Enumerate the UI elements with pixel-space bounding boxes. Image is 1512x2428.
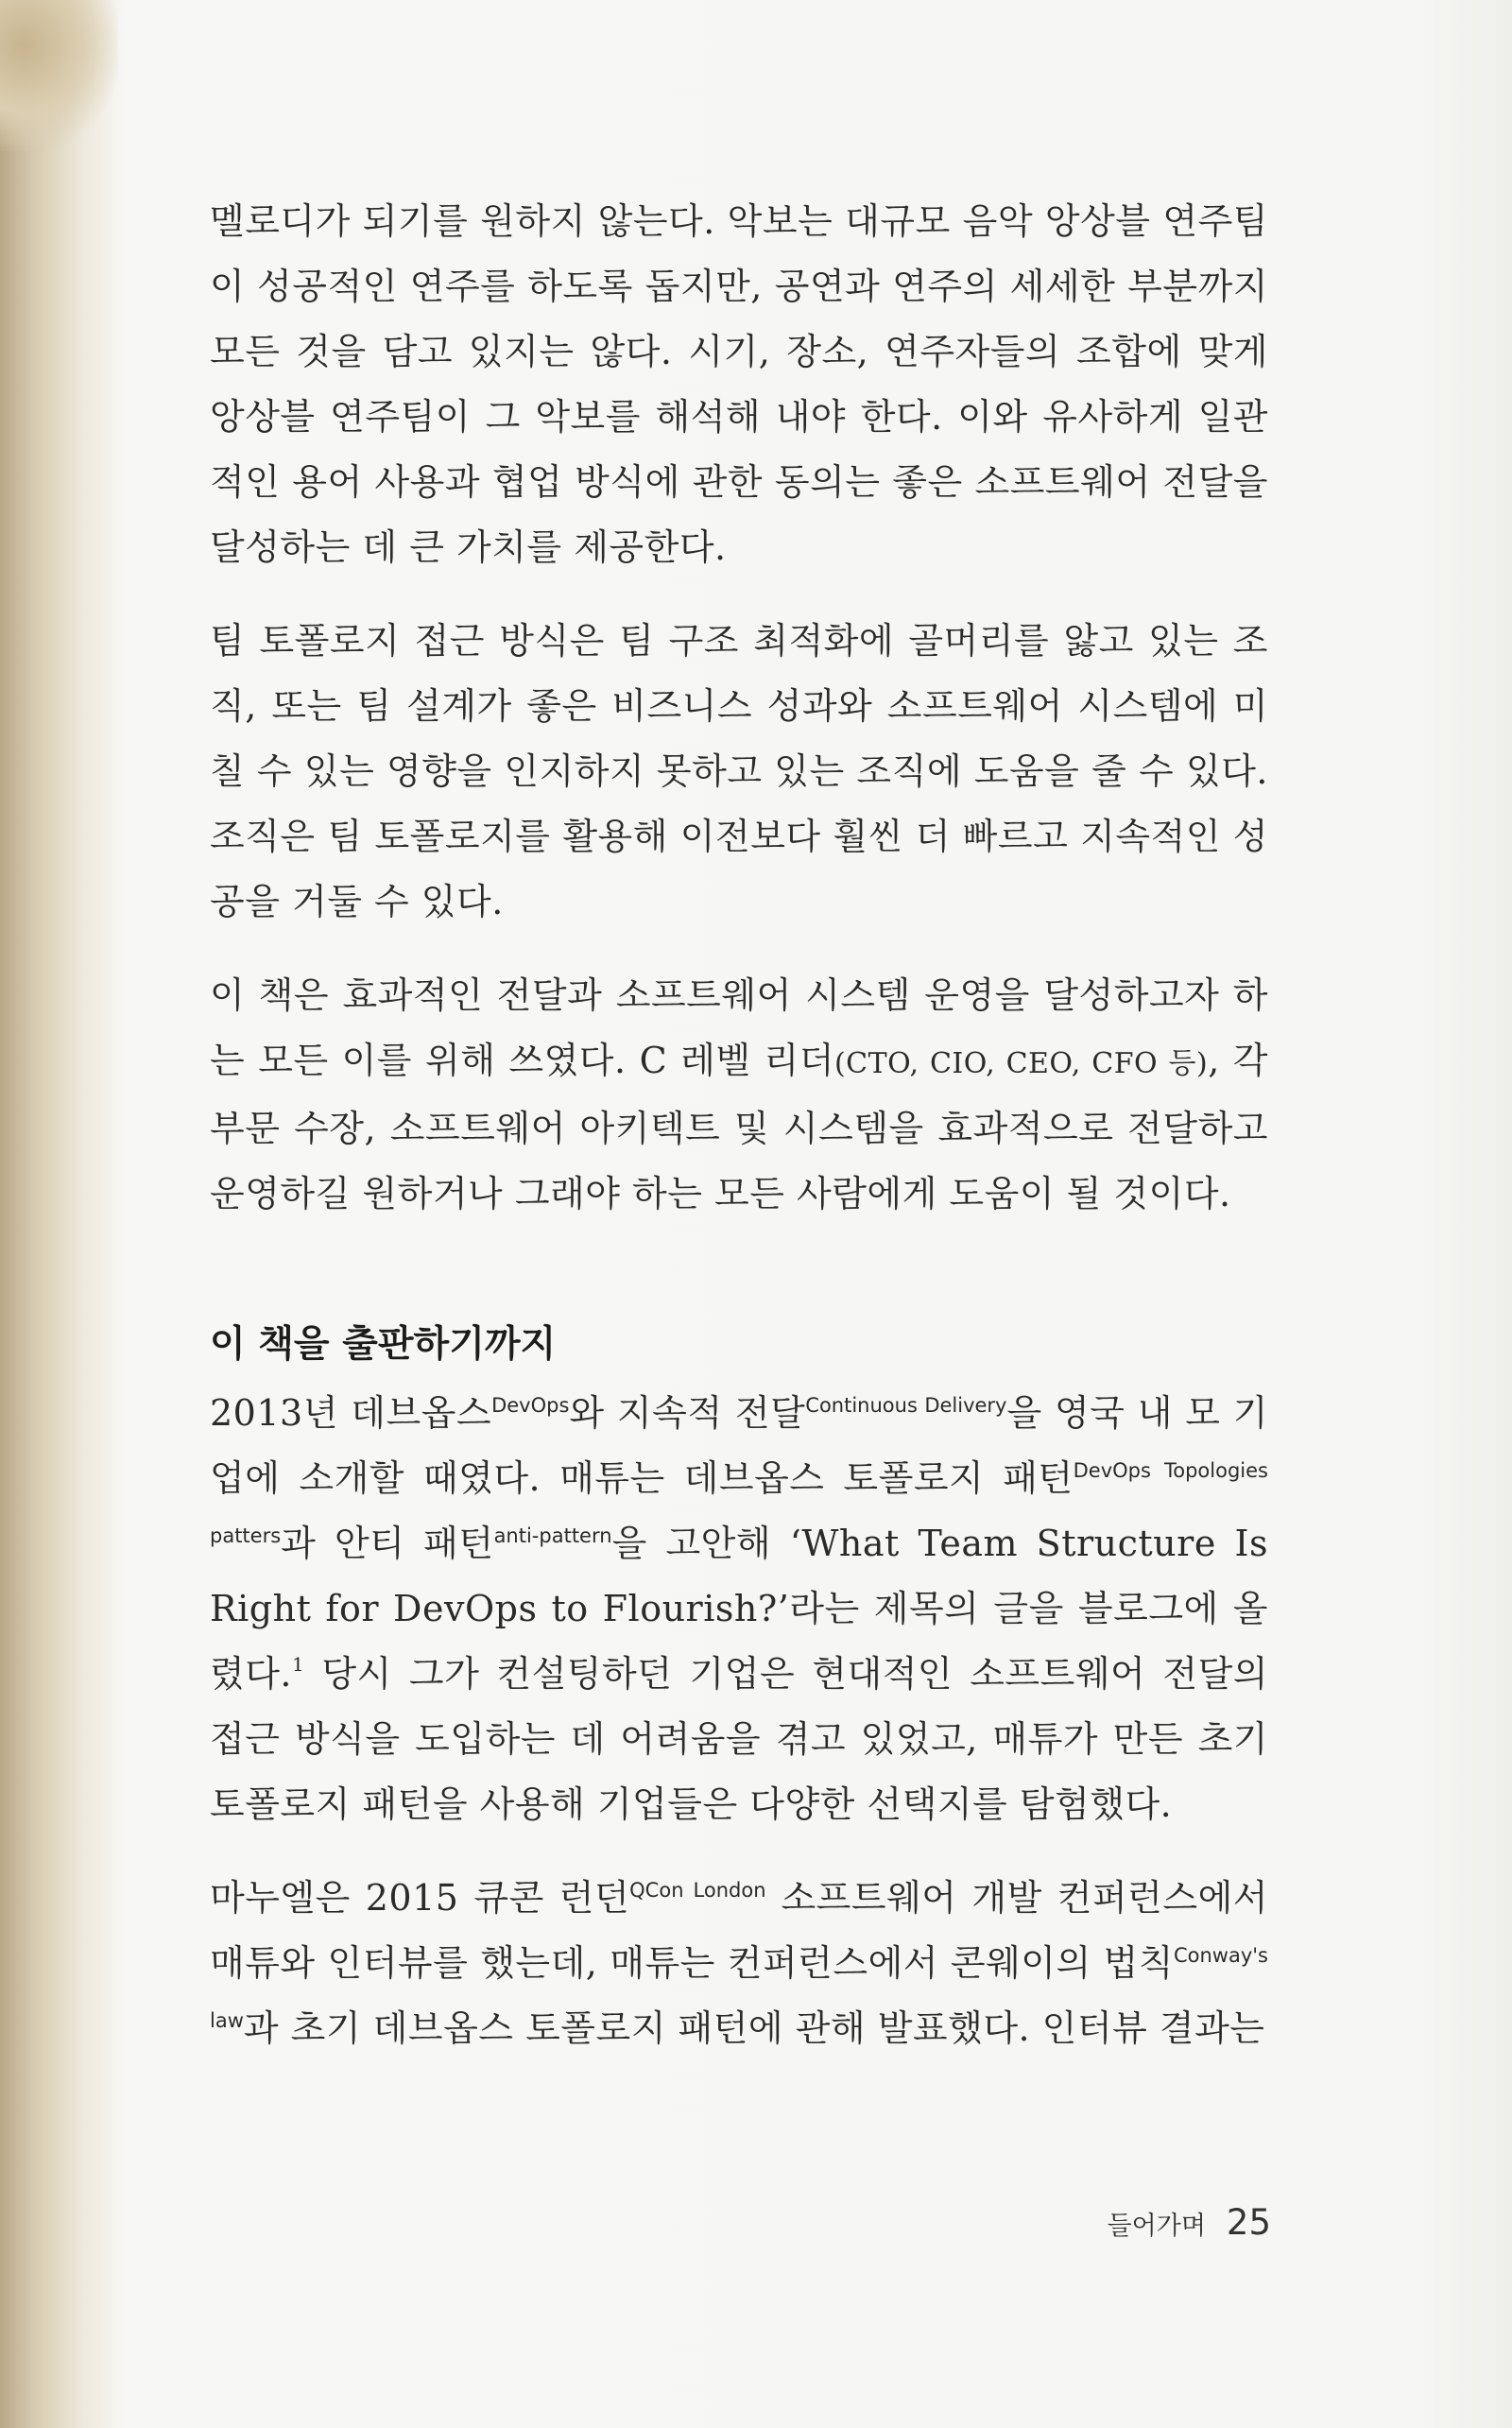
p4-gloss-anti-pattern: anti-pattern [493, 1524, 612, 1547]
page-number: 25 [1226, 2202, 1271, 2243]
p5-text-2: 소프트웨어 개발 컨퍼런스에서 매튜와 인터뷰를 했는데, 매튜는 컨퍼런스에서 콘웨이의 법칙 [210, 1877, 1268, 1984]
p4-text-6: 당시 그가 컨설팅하던 기업은 현대적인 소프트웨어 전달의 접근 방식을 도입하는 데 어려움을 겪고 있었고, 매튜가 만든 초기 토폴로지 패턴을 사용해 기업들은 다양한 선택지를 탐험했다. [210, 1653, 1268, 1825]
p4-gloss-devops-topologies: DevOps Topologies patters [210, 1459, 1268, 1547]
p4-gloss-continuous-delivery: Continuous Delivery [805, 1394, 1007, 1417]
page-footer [1108, 2202, 1271, 2243]
p5-gloss-conways-law: Conway's law [210, 1944, 1268, 2032]
paragraph-3-text-c: , 각 부문 수장, 소프트웨어 아키텍트 및 시스템을 효과적으로 전달하고 운영하길 원하거나 그래야 하는 모든 사람에게 도움이 될 것이다. [210, 1040, 1269, 1214]
book-spine-shadow [0, 0, 123, 2428]
p4-text-3: 을 영국 내 모 기업에 소개할 때였다. 매튜는 데브옵스 토폴로지 패턴 [210, 1392, 1268, 1499]
p4-text-4: 과 안티 패턴 [281, 1523, 494, 1564]
p5-text-1: 마누엘은 2015 큐콘 런던 [210, 1877, 630, 1919]
paragraph-5 [210, 1866, 1268, 2061]
paragraph-3-text-a: 이 책은 효과적인 전달과 소프트웨어 시스템 운영을 달성하고자 하는 모든 이를 위해 쓰였다. C 레벨 리더 [210, 974, 1268, 1081]
p4-text-1: 2013년 데브옵스 [210, 1392, 492, 1434]
p5-text-3: 과 초기 데브옵스 토폴로지 패턴에 관해 발표했다. 인터뷰 결과는 [243, 2007, 1265, 2049]
footer-section-title: 들어가며 [1107, 2212, 1206, 2241]
paragraph-2: 팀 토폴로지 접근 방식은 팀 구조 최적화에 골머리를 앓고 있는 조직, 또는 팀 설계가 좋은 비즈니스 성과와 소프트웨어 시스템에 미칠 수 있는 영향을 인지하지 못하고 있는 조직에 도움을 줄 수 있다. 조직은 팀 토폴로지를 활용해 이전보다 훨씬 더 빠르고 지속적인 성공을 거둘 수 있다. [210, 620, 1268, 922]
paragraph-4 [210, 1381, 1268, 1837]
p4-text-5: 을 고안해 ‘What Team Structure Is Right for DevOps to Flourish?’라는 제목의 글을 블로그에 올렸다. [210, 1523, 1268, 1695]
p4-text-2: 와 지속적 전달 [569, 1392, 806, 1434]
paragraph-1: 멜로디가 되기를 원하지 않는다. 악보는 대규모 음악 앙상블 연주팀이 성공적인 연주를 하도록 돕지만, 공연과 연주의 세세한 부분까지 모든 것을 담고 있지는 않다. 시기, 장소, 연주자들의 조합에 맞게 앙상블 연주팀이 그 악보를 해석해 내야 한다. 이와 유사하게 일관적인 용어 사용과 협업 방식에 관한 동의는 좋은 소프트웨어 전달을 달성하는 데 큰 가치를 제공한다. [210, 200, 1268, 568]
p4-gloss-devops: DevOps [491, 1394, 570, 1417]
paragraph-3 [210, 963, 1268, 1227]
book-binding-stain [0, 0, 118, 151]
footnote-marker: 1 [292, 1653, 305, 1676]
page-body [210, 189, 1268, 2061]
p5-gloss-qcon-london: QCon London [629, 1879, 766, 1902]
section-heading: 이 책을 출판하기까지 [210, 1323, 557, 1366]
paragraph-3-parenthetical: (CTO, CIO, CEO, CFO 등) [833, 1047, 1209, 1080]
